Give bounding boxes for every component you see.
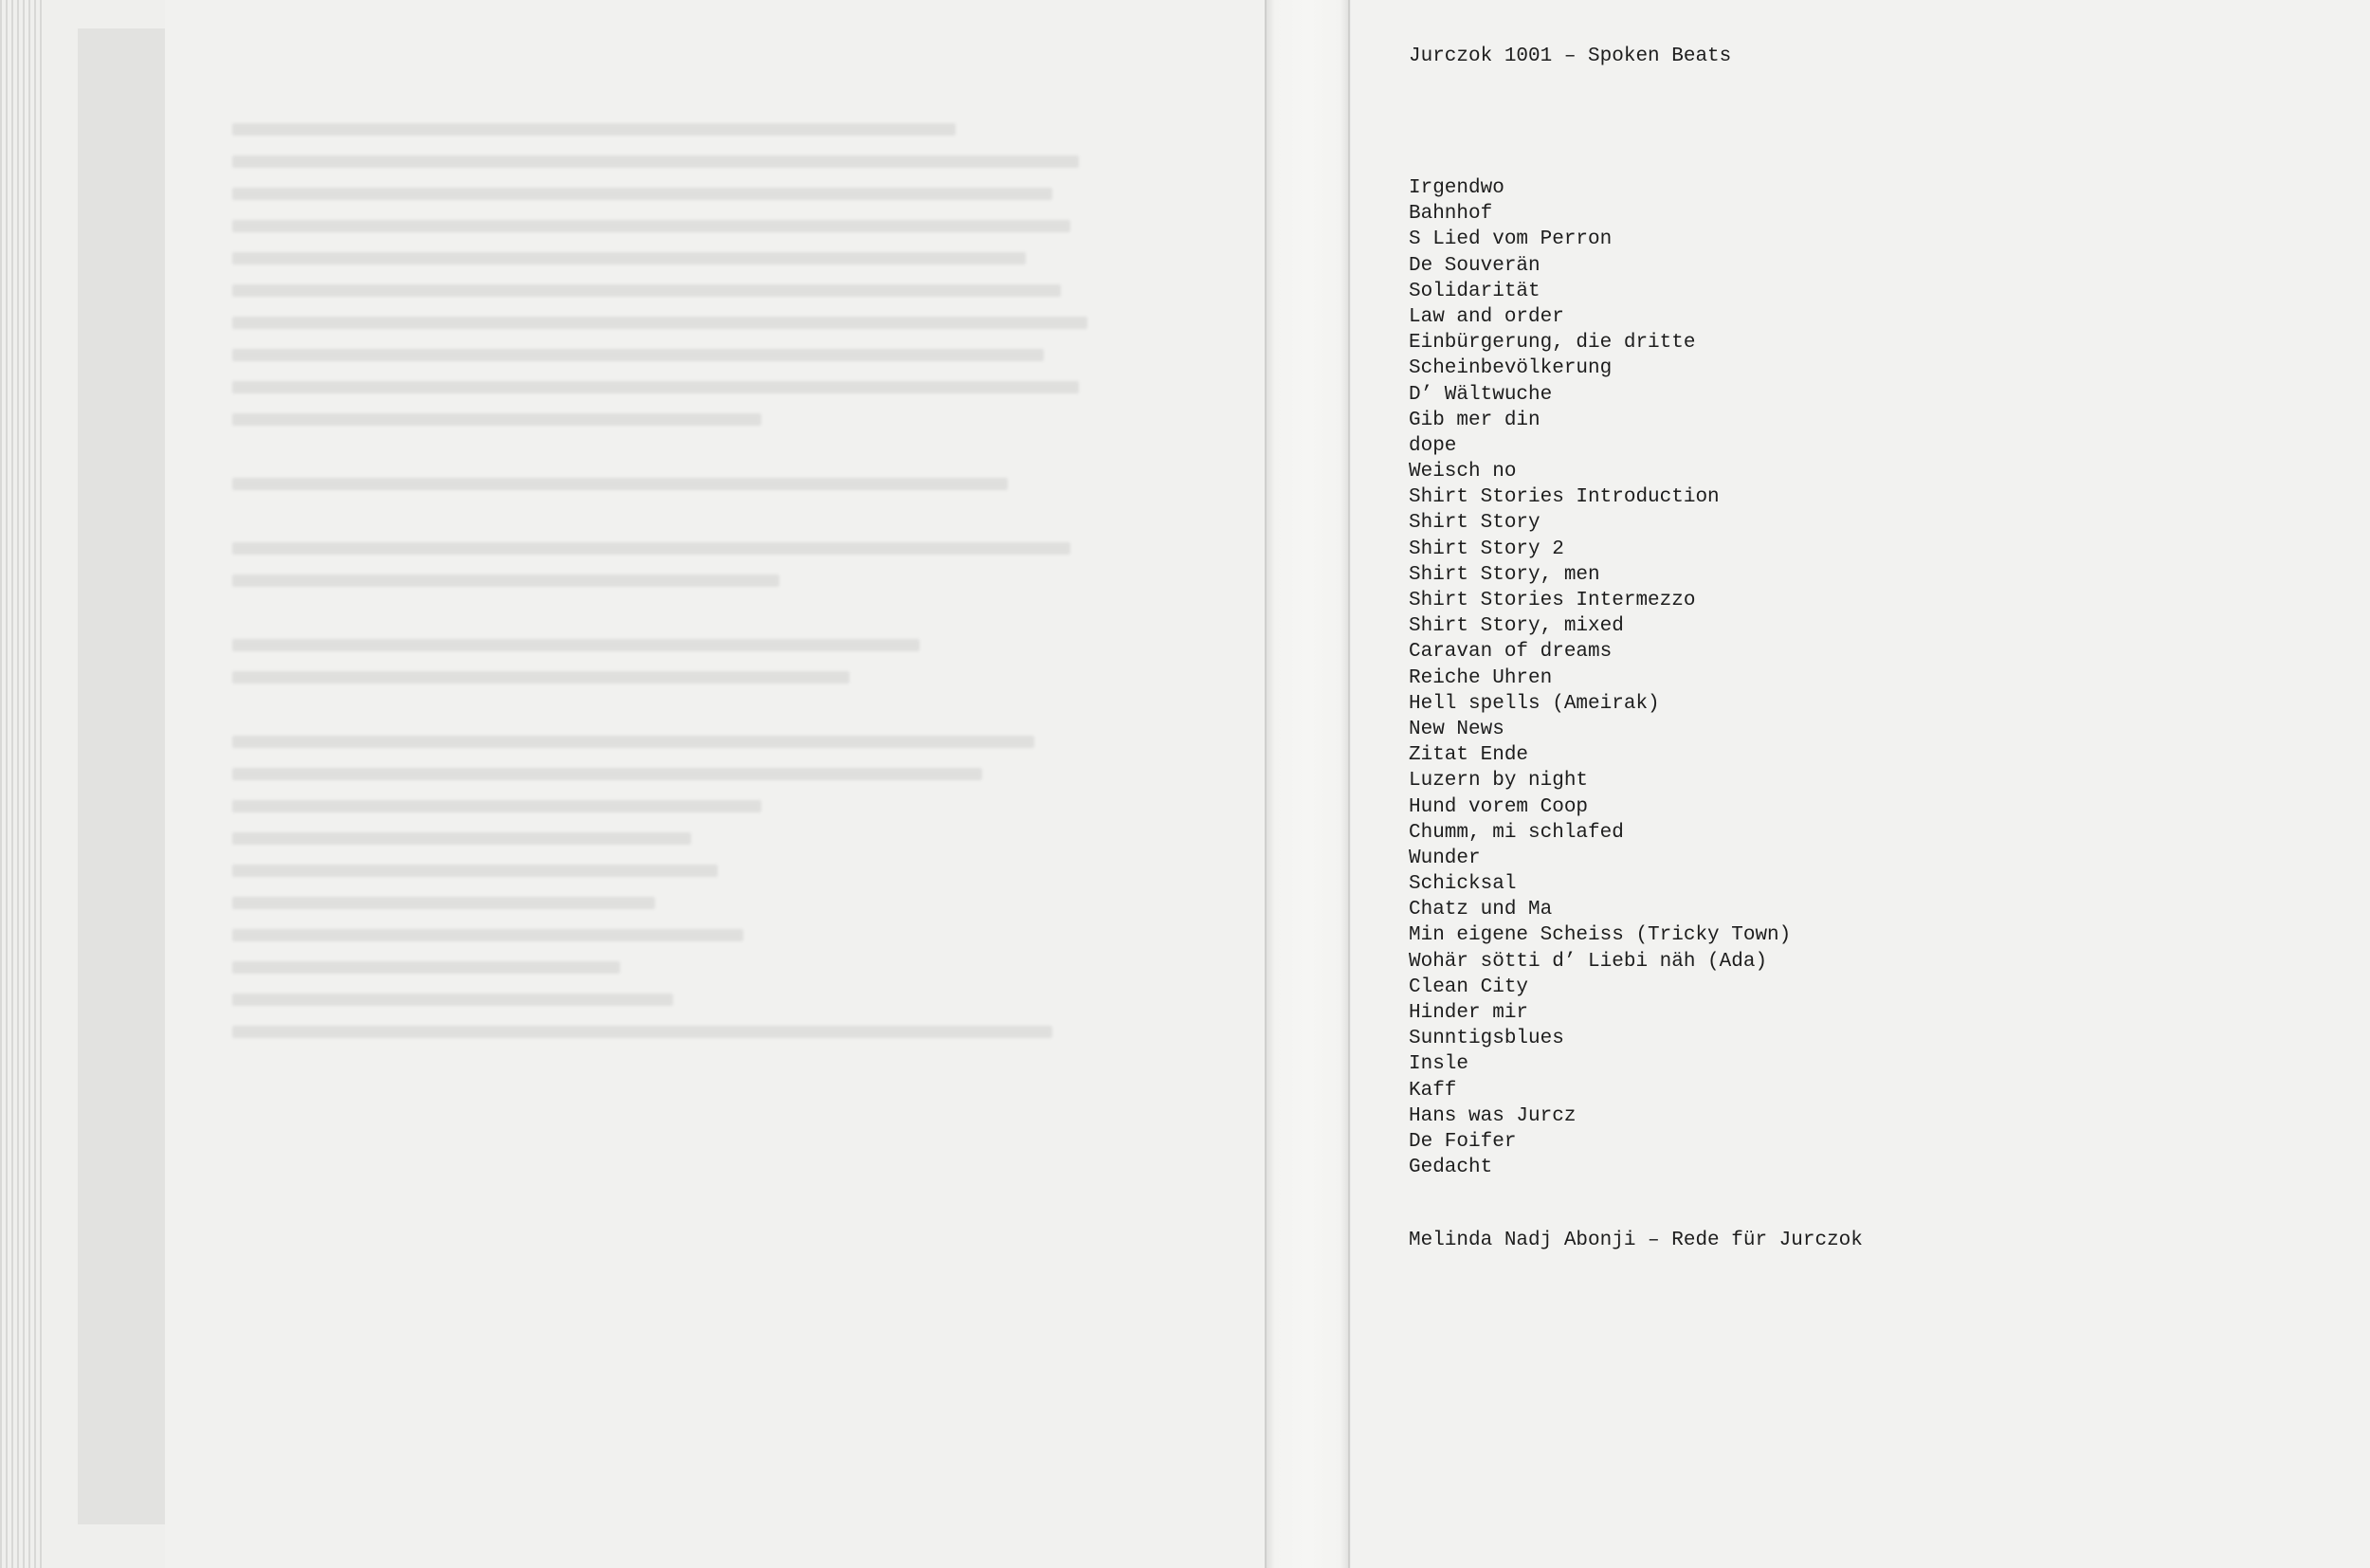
track-item: Irgendwo [1409, 177, 1504, 199]
track-item: Zitat Ende [1409, 744, 1529, 767]
track-item: Law and order [1409, 305, 1564, 328]
track-item: Gib mer din [1409, 409, 1540, 431]
track-item: Reiche Uhren [1409, 666, 1553, 689]
left-page-edge [1265, 0, 1267, 1568]
track-item: D’ Wältwuche [1409, 383, 1553, 406]
track-item: Wohär sötti d’ Liebi näh (Ada) [1409, 950, 1768, 973]
track-item: Shirt Stories Introduction [1409, 486, 1720, 509]
track-item: Hund vorem Coop [1409, 795, 1589, 818]
track-item: Wunder [1409, 847, 1481, 869]
track-item: Clean City [1409, 975, 1529, 998]
track-item: Caravan of dreams [1409, 641, 1613, 664]
track-item: Hell spells (Ameirak) [1409, 692, 1660, 715]
track-item: New News [1409, 718, 1504, 740]
track-item: Hans was Jurcz [1409, 1104, 1577, 1127]
page-header: Jurczok 1001 – Spoken Beats [1409, 46, 1732, 67]
track-item: Scheinbevölkerung [1409, 357, 1613, 380]
book-gutter [1265, 0, 1350, 1568]
track-item: Schicksal [1409, 873, 1517, 896]
track-item: Chatz und Ma [1409, 899, 1553, 921]
track-item: Shirt Stories Intermezzo [1409, 590, 1696, 611]
page-edges [0, 0, 46, 1568]
track-item: Shirt Story, mixed [1409, 615, 1624, 638]
track-item: Einbürgerung, die dritte [1409, 332, 1696, 355]
track-item: Weisch no [1409, 461, 1517, 483]
speech-credit: Melinda Nadj Abonji – Rede für Jurczok [1409, 1230, 1863, 1251]
track-item: Solidarität [1409, 280, 1540, 302]
track-item: De Souverän [1409, 254, 1540, 277]
left-page-shadow-band [78, 28, 165, 1524]
track-item: Luzern by night [1409, 770, 1589, 793]
track-item: Insle [1409, 1053, 1469, 1076]
track-list [1409, 175, 1791, 1180]
track-item: Shirt Story [1409, 512, 1540, 535]
track-item: Hinder mir [1409, 1002, 1529, 1024]
track-item: Shirt Story, men [1409, 563, 1600, 586]
track-item: S Lied vom Perron [1409, 228, 1613, 251]
track-item: Kaff [1409, 1079, 1457, 1102]
track-item: Sunntigsblues [1409, 1028, 1564, 1050]
track-item: Shirt Story 2 [1409, 538, 1564, 560]
track-item: dope [1409, 434, 1457, 457]
track-item: Min eigene Scheiss (Tricky Town) [1409, 924, 1792, 947]
track-item: Chumm, mi schlafed [1409, 821, 1624, 844]
show-through-text [232, 123, 1114, 1185]
track-item: De Foifer [1409, 1130, 1517, 1153]
track-item: Bahnhof [1409, 203, 1493, 226]
track-item: Gedacht [1409, 1157, 1493, 1179]
right-page-edge [1348, 0, 1350, 1568]
